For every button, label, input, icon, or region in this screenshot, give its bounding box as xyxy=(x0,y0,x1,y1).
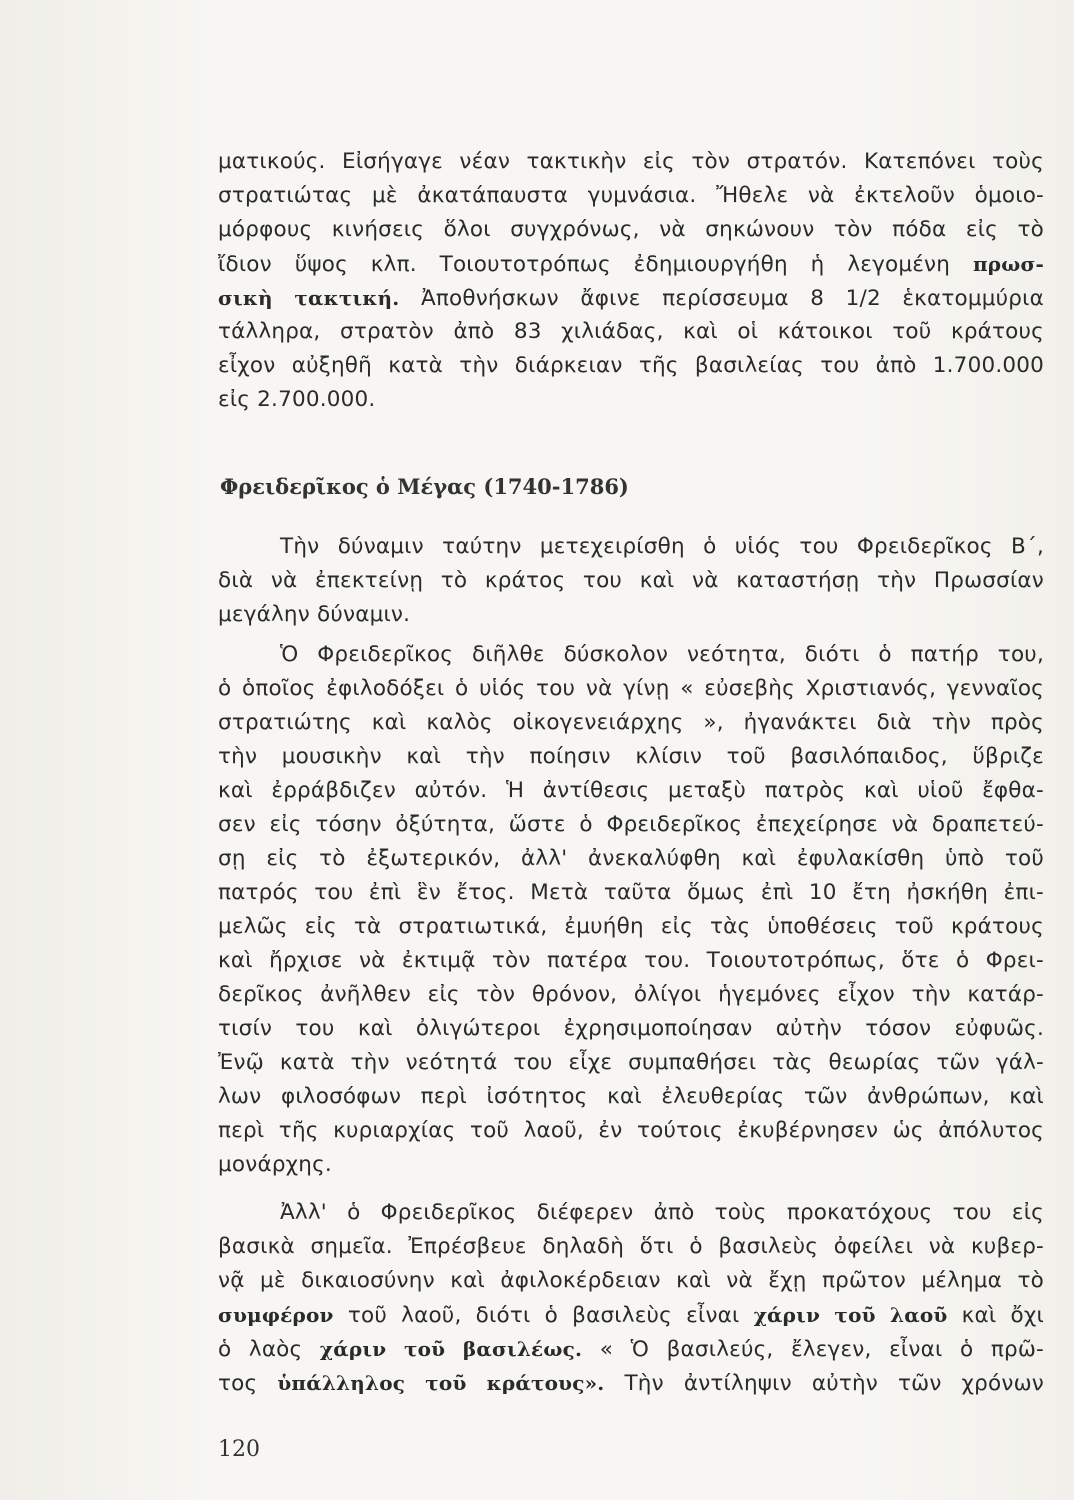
bold-term: σικὴ τακτική. xyxy=(218,286,400,310)
text-segment: ὁ λαὸς xyxy=(218,1337,303,1362)
text-line xyxy=(218,281,1044,315)
text-line: δερῖκος ἀνῆλθεν εἰς τὸν θρόνον, ὀλίγοι ἡγεμόνες εἶχον τὴν κατάρ- xyxy=(218,982,1044,1007)
text-line: Τὴν δύναμιν ταύτην μετεχειρίσθη ὁ υἱός του Φρειδερῖκος Β΄, xyxy=(280,534,1044,559)
text-line: εἰς 2.700.000. xyxy=(218,387,376,412)
text-line: τισίν του καὶ ὀλιγώτεροι ἐχρησιμοποίησαν αὐτὴν τόσον εὐφυῶς. xyxy=(218,1016,1044,1041)
text-segment: τος xyxy=(218,1371,258,1396)
text-line: τάλληρα, στρατὸν ἀπὸ 83 χιλιάδας, καὶ οἱ κάτοικοι τοῦ κράτους xyxy=(218,319,1044,344)
text-line: μονάρχης. xyxy=(218,1152,332,1177)
text-line: εἶχον αὐξηθῆ κατὰ τὴν διάρκειαν τῆς βασιλείας του ἀπὸ 1.700.000 xyxy=(218,353,1044,378)
text-line: μόρφους κινήσεις ὅλοι συγχρόνως, νὰ σηκώνουν τὸν πόδα εἰς τὸ xyxy=(218,217,1044,242)
section-heading: Φρειδερῖκος ὁ Μέγας (1740-1786) xyxy=(220,474,629,499)
text-line: περὶ τῆς κυριαρχίας τοῦ λαοῦ, ἐν τούτοις ἐκυβέρνησεν ὡς ἀπόλυτος xyxy=(218,1118,1044,1143)
text-line: ματικούς. Εἰσήγαγε νέαν τακτικὴν εἰς τὸν στρατόν. Κατεπόνει τοὺς xyxy=(218,149,1044,174)
page-number: 120 xyxy=(218,1437,260,1462)
text-segment: ἴδιον ὕψος κλπ. Τοιουτοτρόπως ἐδημιουργήθη ἡ λεγομένη xyxy=(218,252,951,277)
text-line xyxy=(218,1366,1044,1400)
text-line: πατρός του ἐπὶ ἓν ἔτος. Μετὰ ταῦτα ὅμως ἐπὶ 10 ἔτη ἠσκήθη ἐπι- xyxy=(218,880,1044,905)
text-segment: Τὴν ἀντίληψιν αὐτὴν τῶν χρόνων xyxy=(624,1371,1044,1396)
text-line: τὴν μουσικὴν καὶ τὴν ποίησιν κλίσιν τοῦ βασιλόπαιδος, ὕβριζε xyxy=(218,744,1044,769)
text-line: Ὁ Φρειδερῖκος διῆλθε δύσκολον νεότητα, διότι ὁ πατήρ του, xyxy=(280,642,1044,667)
bold-term: χάριν τοῦ βασιλέως. xyxy=(319,1337,583,1361)
text-line: σεν εἰς τόσην ὀξύτητα, ὥστε ὁ Φρειδερῖκος ἐπεχείρησε νὰ δραπετεύ- xyxy=(218,812,1044,837)
text-line: ὁ ὁποῖος ἐφιλοδόξει ὁ υἱός του νὰ γίνῃ « εὐσεβὴς Χριστιανός, γενναῖος xyxy=(218,676,1044,701)
text-line: λων φιλοσόφων περὶ ἰσότητος καὶ ἐλευθερίας τῶν ἀνθρώπων, καὶ xyxy=(218,1084,1044,1109)
text-segment: τοῦ λαοῦ, διότι ὁ βασιλεὺς εἶναι xyxy=(347,1303,740,1328)
text-line: διὰ νὰ ἐπεκτείνῃ τὸ κράτος του καὶ νὰ καταστήσῃ τὴν Πρωσσίαν xyxy=(218,568,1044,593)
text-segment: Ἀποθνήσκων ἄφινε περίσσευμα 8 1/2 ἑκατομμύρια xyxy=(420,286,1044,311)
text-line: σῃ εἰς τὸ ἐξωτερικόν, ἀλλ' ἀνεκαλύφθη καὶ ἐφυλακίσθη ὑπὸ τοῦ xyxy=(218,846,1044,871)
text-line: καὶ ἤρχισε νὰ ἐκτιμᾷ τὸν πατέρα του. Τοιουτοτρόπως, ὅτε ὁ Φρει- xyxy=(218,948,1044,973)
text-line: βασικὰ σημεῖα. Ἐπρέσβευε δηλαδὴ ὅτι ὁ βασιλεὺς ὀφείλει νὰ κυβερ- xyxy=(218,1234,1044,1259)
text-line xyxy=(218,1298,1044,1332)
text-line: Ἐνῷ κατὰ τὴν νεότητά του εἶχε συμπαθήσει τὰς θεωρίας τῶν γάλ- xyxy=(218,1050,1044,1075)
text-line: μελῶς εἰς τὰ στρατιωτικά, ἐμυήθη εἰς τὰς ὑποθέσεις τοῦ κράτους xyxy=(218,914,1044,939)
text-segment: καὶ ὄχι xyxy=(961,1303,1044,1328)
bold-term: συμφέρον xyxy=(218,1303,334,1327)
text-line: στρατιώτας μὲ ἀκατάπαυστα γυμνάσια. Ἤθελε νὰ ἐκτελοῦν ὁμοιο- xyxy=(218,183,1044,208)
bold-term: ὑπάλληλος τοῦ κράτους». xyxy=(277,1371,605,1395)
text-line: νᾷ μὲ δικαιοσύνην καὶ ἀφιλοκέρδειαν καὶ νὰ ἔχῃ πρῶτον μέλημα τὸ xyxy=(218,1268,1044,1293)
text-line: μεγάλην δύναμιν. xyxy=(218,602,411,627)
text-line: Ἀλλ' ὁ Φρειδερῖκος διέφερεν ἀπὸ τοὺς προκατόχους του εἰς xyxy=(280,1200,1044,1225)
bold-term: χάριν τοῦ λαοῦ xyxy=(753,1303,948,1327)
text-line: στρατιώτης καὶ καλὸς οἰκογενειάρχης », ἠγανάκτει διὰ τὴν πρὸς xyxy=(218,710,1044,735)
text-line xyxy=(218,247,1044,281)
text-line: καὶ ἐρράβδιζεν αὐτόν. Ἡ ἀντίθεσις μεταξὺ πατρὸς καὶ υἱοῦ ἔφθα- xyxy=(218,778,1044,803)
text-line xyxy=(218,1332,1044,1366)
bold-term: πρωσ- xyxy=(972,252,1044,276)
text-segment: « Ὁ βασιλεύς, ἔλεγεν, εἶναι ὁ πρῶ- xyxy=(599,1337,1045,1362)
